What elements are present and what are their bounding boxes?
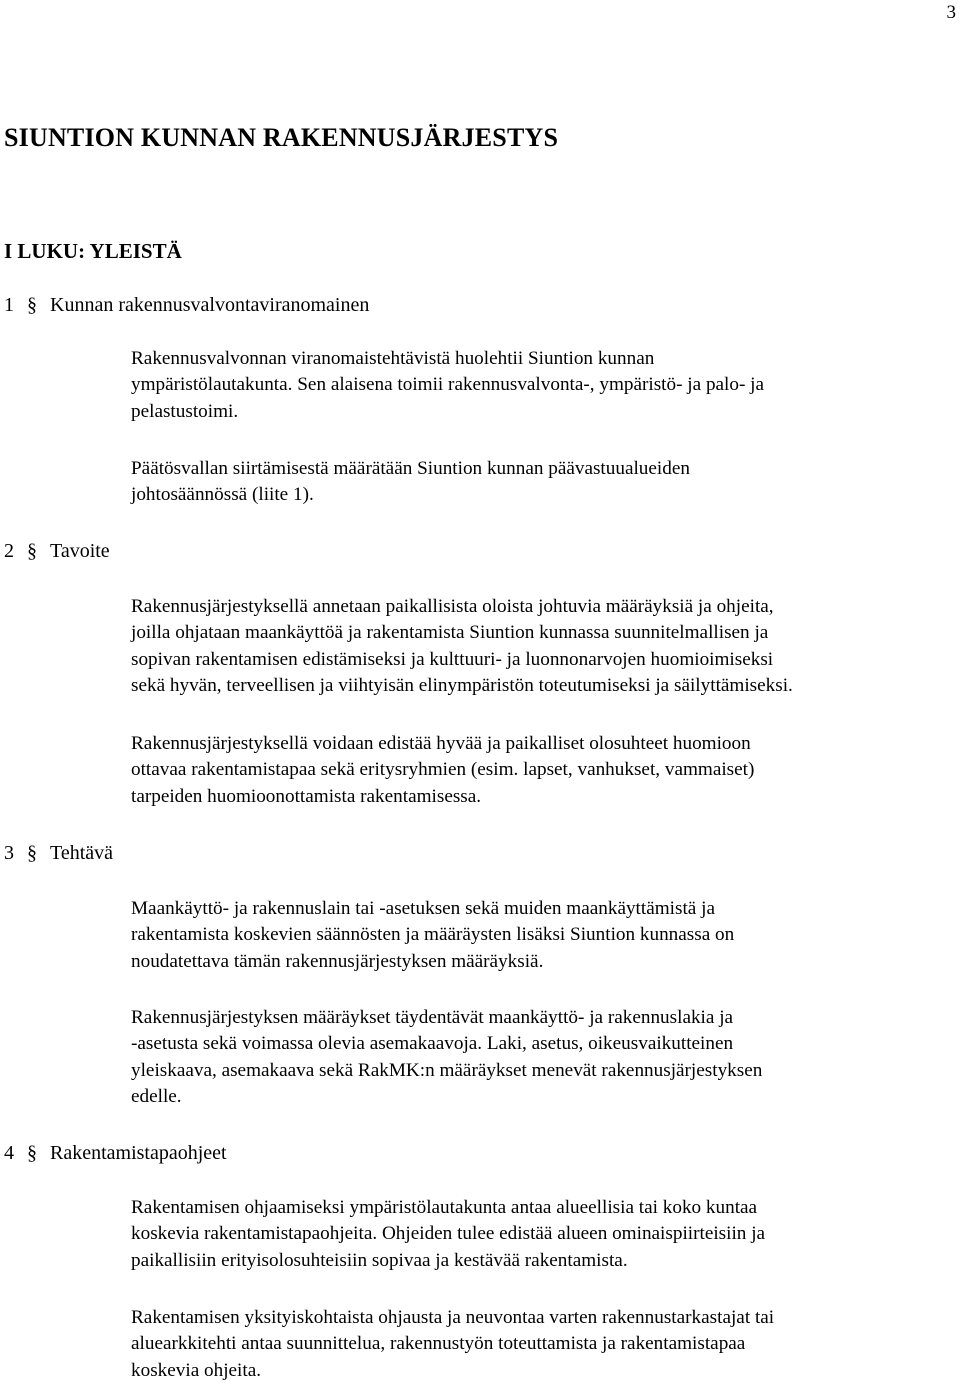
paragraph-line: Maankäyttö- ja rakennuslain tai -asetuksen sekä muiden maankäyttämistä ja (131, 898, 715, 919)
section-sign: § (27, 842, 37, 864)
paragraph-2 (131, 456, 690, 509)
section-sign: § (27, 294, 37, 316)
paragraph-4 (131, 731, 754, 810)
paragraph-line: Rakentamisen ohjaamiseksi ympäristölautakunta antaa alueellisia tai koko kuntaa (131, 1197, 758, 1218)
paragraph-line: Rakennusjärjestyksellä annetaan paikallisista oloista johtuvia määräyksiä ja ohjeita, (131, 596, 774, 617)
paragraph-1 (131, 346, 764, 425)
section-heading-1 (4, 294, 369, 317)
paragraph-line: Rakentamisen yksityiskohtaista ohjausta ja neuvontaa varten rakennustarkastajat tai (131, 1307, 775, 1328)
paragraph-line: Rakennusjärjestyksellä voidaan edistää hyvää ja paikalliset olosuhteet huomioon (131, 733, 751, 754)
paragraph-line: koskevia rakentamistapaohjeita. Ohjeiden tulee edistää alueen ominaispiirteisiin ja (131, 1223, 766, 1245)
paragraph-line: Päätösvallan siirtämisestä määrätään Siuntion kunnan päävastuualueiden (131, 458, 690, 479)
paragraph-5 (131, 896, 734, 975)
paragraph-line: ympäristölautakunta. Sen alaisena toimii rakennusvalvonta-, ympäristö- ja palo- ja (131, 374, 765, 396)
page-number: 3 (946, 2, 956, 23)
paragraph-line: paikallisiin erityisolosuhteisiin sopivaa ja kestävää rakentamista. (131, 1249, 628, 1271)
paragraph-line: noudatettava tämän rakennusjärjestyksen määräyksiä. (131, 950, 544, 972)
paragraph-line: sekä hyvän, terveellisen ja viihtyisän elinympäristön toteutumiseksi ja säilyttämiseksi. (131, 674, 793, 696)
section-number: 2 (4, 540, 14, 562)
paragraph-line: edelle. (131, 1085, 182, 1107)
section-number: 1 (4, 294, 14, 316)
paragraph-line: Rakennusjärjestyksen määräykset täydentävät maankäyttö- ja rakennuslakia ja (131, 1007, 734, 1028)
paragraph-line: Rakennusvalvonnan viranomaistehtävistä huolehtii Siuntion kunnan (131, 348, 655, 369)
section-title: Tavoite (50, 540, 110, 562)
paragraph-line: koskevia ohjeita. (131, 1359, 262, 1381)
paragraph-line: pelastustoimi. (131, 400, 239, 422)
paragraph-7 (131, 1195, 765, 1274)
section-title: Tehtävä (50, 842, 114, 864)
section-sign: § (27, 540, 37, 562)
section-title: Rakentamistapaohjeet (50, 1142, 227, 1164)
paragraph-3 (131, 594, 793, 699)
paragraph-6 (131, 1005, 762, 1110)
paragraph-line: tarpeiden huomioonottamista rakentamisessa. (131, 785, 482, 807)
section-number: 3 (4, 842, 14, 864)
section-sign: § (27, 1142, 37, 1164)
chapter-heading: I LUKU: YLEISTÄ (4, 239, 182, 263)
paragraph-8 (131, 1305, 774, 1384)
section-title: Kunnan rakennusvalvontaviranomainen (50, 294, 370, 316)
section-number: 4 (4, 1142, 14, 1164)
paragraph-line: yleiskaava, asemakaava sekä RakMK:n määräykset menevät rakennusjärjestyksen (131, 1059, 763, 1081)
paragraph-line: sopivan rakentamisen edistämiseksi ja kulttuuri- ja luonnonarvojen huomioimiseksi (131, 648, 774, 670)
paragraph-line: -asetusta sekä voimassa olevia asemakaavoja. Laki, asetus, oikeusvaikutteinen (131, 1033, 734, 1055)
paragraph-line: ottavaa rakentamistapaa sekä eritysryhmien (esim. lapset, vanhukset, vammaiset) (131, 759, 755, 781)
paragraph-line: rakentamista koskevien säännösten ja määräysten lisäksi Siuntion kunnassa on (131, 924, 735, 946)
paragraph-line: johtosäännössä (liite 1). (131, 484, 314, 506)
section-heading-4 (4, 1142, 227, 1165)
section-heading-3 (4, 842, 113, 865)
document-title: SIUNTION KUNNAN RAKENNUSJÄRJESTYS (4, 123, 559, 152)
paragraph-line: joilla ohjataan maankäyttöä ja rakentamista Siuntion kunnassa suunnitelmallisen ja (131, 622, 769, 644)
paragraph-line: aluearkkitehti antaa suunnittelua, rakennustyön toteuttamista ja rakentamistapaa (131, 1333, 746, 1355)
section-heading-2 (4, 540, 110, 563)
